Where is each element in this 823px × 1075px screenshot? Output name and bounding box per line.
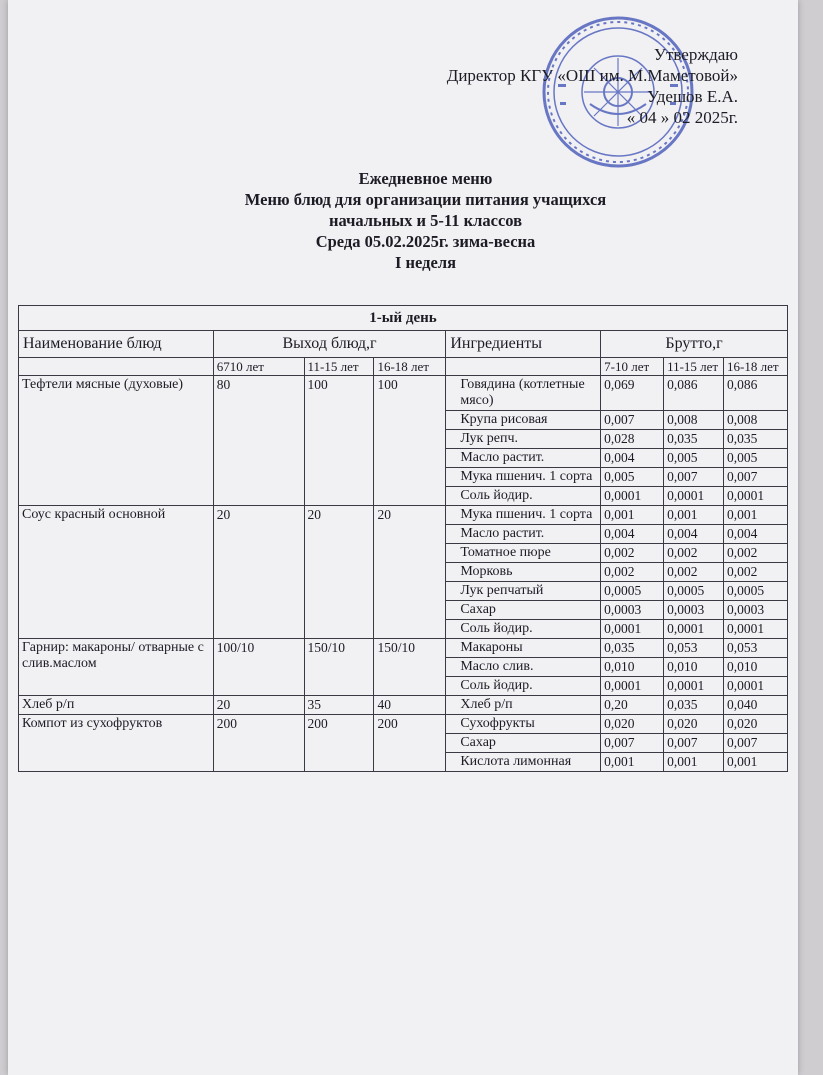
ingredient-name: Лук репчатый <box>446 582 601 601</box>
header-blank <box>19 358 214 376</box>
ingredient-brutto: 0,010 <box>601 658 664 677</box>
ingredient-brutto: 0,002 <box>664 563 724 582</box>
ingredient-brutto: 0,005 <box>724 449 788 468</box>
ingredient-brutto: 0,010 <box>724 658 788 677</box>
ingredient-brutto: 0,035 <box>724 430 788 449</box>
ingredient-brutto: 0,020 <box>664 715 724 734</box>
table-row <box>19 715 788 734</box>
ingredient-brutto: 0,002 <box>601 544 664 563</box>
header-age-output: 16-18 лет <box>374 358 446 376</box>
approval-position: Директор КГУ «ОШ им. М.Маметовой» <box>446 66 738 85</box>
header-blank <box>446 358 601 376</box>
menu-heading <box>8 168 823 273</box>
dish-output: 100 <box>374 376 446 506</box>
ingredient-brutto: 0,007 <box>724 468 788 487</box>
ingredient-name: Соль йодир. <box>446 487 601 506</box>
ingredient-brutto: 0,0001 <box>724 677 788 696</box>
ingredient-name: Кислота лимонная <box>446 753 601 772</box>
ingredient-brutto: 0,001 <box>724 506 788 525</box>
header-brutto: Брутто,г <box>601 331 788 358</box>
ingredient-brutto: 0,028 <box>601 430 664 449</box>
ingredient-name: Морковь <box>446 563 601 582</box>
ingredient-name: Сахар <box>446 734 601 753</box>
header-age-output: 6710 лет <box>213 358 304 376</box>
table-row <box>19 376 788 411</box>
ingredient-name: Соль йодир. <box>446 677 601 696</box>
ingredient-brutto: 0,035 <box>601 639 664 658</box>
heading-line-3: начальных и 5-11 классов <box>328 211 523 230</box>
ingredient-brutto: 0,0001 <box>601 487 664 506</box>
heading-line-1: Ежедневное меню <box>358 169 493 188</box>
ingredient-name: Соль йодир. <box>446 620 601 639</box>
ingredient-brutto: 0,007 <box>664 734 724 753</box>
ingredient-brutto: 0,001 <box>664 753 724 772</box>
ingredient-brutto: 0,035 <box>664 696 724 715</box>
day-title: 1-ый день <box>19 306 788 331</box>
ingredient-brutto: 0,0005 <box>601 582 664 601</box>
dish-output: 20 <box>213 506 304 639</box>
menu-table-body <box>19 376 788 772</box>
ingredient-name: Масло растит. <box>446 449 601 468</box>
ingredient-name: Лук репч. <box>446 430 601 449</box>
ingredient-name: Сахар <box>446 601 601 620</box>
ingredient-name: Макароны <box>446 639 601 658</box>
ingredient-brutto: 0,086 <box>724 376 788 411</box>
ingredient-name: Масло растит. <box>446 525 601 544</box>
ingredient-brutto: 0,002 <box>724 563 788 582</box>
ingredient-brutto: 0,20 <box>601 696 664 715</box>
heading-line-2: Меню блюд для организации питания учащихся <box>244 190 607 209</box>
ingredient-brutto: 0,053 <box>664 639 724 658</box>
ingredient-brutto: 0,004 <box>724 525 788 544</box>
dish-output: 100/10 <box>213 639 304 696</box>
header-output: Выход блюд,г <box>213 331 446 358</box>
dish-output: 20 <box>374 506 446 639</box>
table-row <box>19 506 788 525</box>
ingredient-brutto: 0,0005 <box>724 582 788 601</box>
ingredient-brutto: 0,0001 <box>724 487 788 506</box>
ingredient-brutto: 0,035 <box>664 430 724 449</box>
ingredient-brutto: 0,007 <box>664 468 724 487</box>
ingredient-brutto: 0,004 <box>601 525 664 544</box>
heading-line-4: Среда 05.02.2025г. зима-весна <box>315 232 536 251</box>
ingredient-brutto: 0,069 <box>601 376 664 411</box>
header-age-brutto: 11-15 лет <box>664 358 724 376</box>
ingredient-brutto: 0,0001 <box>664 677 724 696</box>
ingredient-brutto: 0,004 <box>664 525 724 544</box>
ingredient-brutto: 0,008 <box>724 411 788 430</box>
ingredient-name: Томатное пюре <box>446 544 601 563</box>
header-dish-name: Наименование блюд <box>19 331 214 358</box>
ingredient-brutto: 0,040 <box>724 696 788 715</box>
ingredient-brutto: 0,020 <box>724 715 788 734</box>
ingredient-brutto: 0,001 <box>724 753 788 772</box>
approval-block <box>378 44 738 128</box>
dish-output: 20 <box>213 696 304 715</box>
ingredient-brutto: 0,053 <box>724 639 788 658</box>
ingredient-brutto: 0,0003 <box>601 601 664 620</box>
document-page <box>8 0 798 1075</box>
dish-output: 150/10 <box>304 639 374 696</box>
dish-output: 200 <box>213 715 304 772</box>
ingredient-name: Масло слив. <box>446 658 601 677</box>
dish-output: 40 <box>374 696 446 715</box>
dish-name: Хлеб р/п <box>19 696 214 715</box>
header-age-brutto: 7-10 лет <box>601 358 664 376</box>
dish-name: Гарнир: макароны/ отварные с слив.маслом <box>19 639 214 696</box>
approval-signer: Удешов Е.А. <box>647 87 738 106</box>
header-age-output: 11-15 лет <box>304 358 374 376</box>
ingredient-name: Мука пшенич. 1 сорта <box>446 506 601 525</box>
header-ingredients: Ингредиенты <box>446 331 601 358</box>
ingredient-brutto: 0,002 <box>601 563 664 582</box>
table-row <box>19 639 788 658</box>
ingredient-brutto: 0,010 <box>664 658 724 677</box>
ingredient-brutto: 0,002 <box>724 544 788 563</box>
ingredient-name: Мука пшенич. 1 сорта <box>446 468 601 487</box>
ingredient-brutto: 0,007 <box>601 734 664 753</box>
ingredient-name: Сухофрукты <box>446 715 601 734</box>
ingredient-brutto: 0,086 <box>664 376 724 411</box>
ingredient-brutto: 0,0001 <box>664 620 724 639</box>
ingredient-brutto: 0,007 <box>724 734 788 753</box>
ingredient-brutto: 0,008 <box>664 411 724 430</box>
ingredient-brutto: 0,001 <box>664 506 724 525</box>
ingredient-brutto: 0,0001 <box>601 677 664 696</box>
table-row <box>19 696 788 715</box>
ingredient-brutto: 0,007 <box>601 411 664 430</box>
heading-line-5: I неделя <box>394 253 456 272</box>
ingredient-brutto: 0,005 <box>664 449 724 468</box>
ingredient-name: Говядина (котлетные мясо) <box>446 376 601 411</box>
dish-output: 150/10 <box>374 639 446 696</box>
dish-output: 80 <box>213 376 304 506</box>
dish-name: Компот из сухофруктов <box>19 715 214 772</box>
ingredient-brutto: 0,001 <box>601 506 664 525</box>
header-age-brutto: 16-18 лет <box>724 358 788 376</box>
ingredient-brutto: 0,0001 <box>601 620 664 639</box>
approval-title: Утверждаю <box>653 45 738 64</box>
ingredient-brutto: 0,0005 <box>664 582 724 601</box>
ingredient-brutto: 0,0003 <box>664 601 724 620</box>
dish-output: 200 <box>304 715 374 772</box>
ingredient-name: Хлеб р/п <box>446 696 601 715</box>
dish-name: Тефтели мясные (духовые) <box>19 376 214 506</box>
menu-table <box>18 305 788 772</box>
ingredient-brutto: 0,004 <box>601 449 664 468</box>
ingredient-name: Крупа рисовая <box>446 411 601 430</box>
dish-output: 100 <box>304 376 374 506</box>
ingredient-brutto: 0,001 <box>601 753 664 772</box>
ingredient-brutto: 0,0001 <box>664 487 724 506</box>
ingredient-brutto: 0,005 <box>601 468 664 487</box>
ingredient-brutto: 0,0001 <box>724 620 788 639</box>
ingredient-brutto: 0,020 <box>601 715 664 734</box>
dish-output: 35 <box>304 696 374 715</box>
ingredient-brutto: 0,0003 <box>724 601 788 620</box>
dish-output: 200 <box>374 715 446 772</box>
ingredient-brutto: 0,002 <box>664 544 724 563</box>
dish-output: 20 <box>304 506 374 639</box>
dish-name: Соус красный основной <box>19 506 214 639</box>
approval-date: « 04 » 02 2025г. <box>626 108 738 127</box>
